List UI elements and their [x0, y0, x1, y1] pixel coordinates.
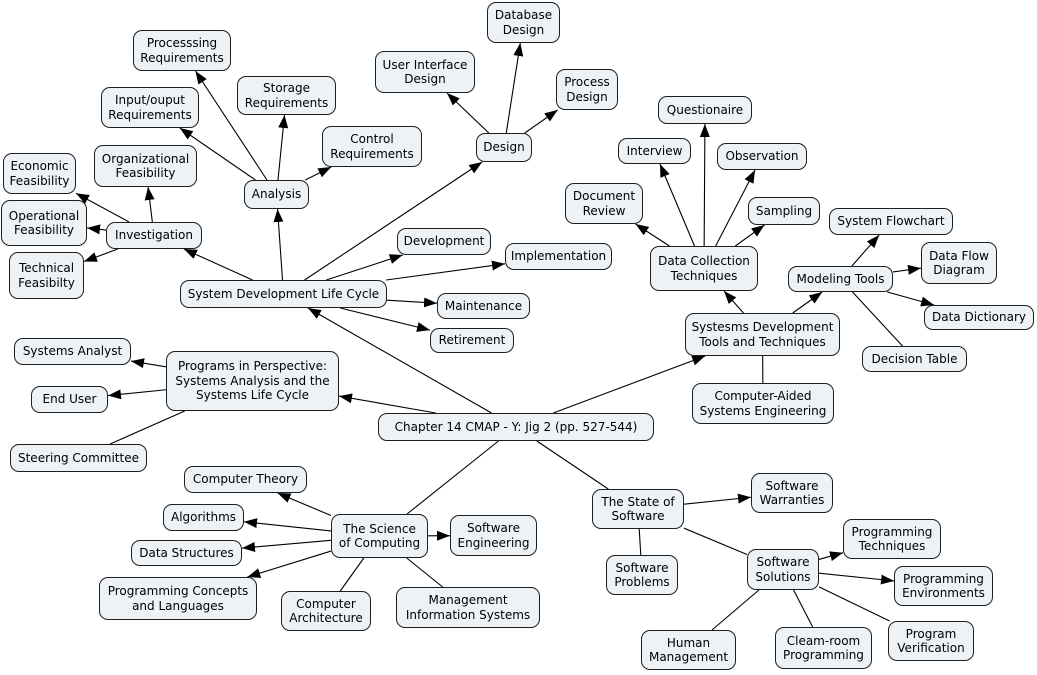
edge-programs-perspective-to-systems-analyst: [131, 361, 166, 367]
edge-sdlc-to-design: [305, 162, 483, 280]
edge-modeling-tools-to-data-dictionary: [887, 292, 934, 305]
node-software-problems[interactable]: Software Problems: [606, 555, 678, 595]
edge-sdtt-to-modeling-tools: [793, 292, 823, 313]
edge-software-solutions-to-human-management: [712, 590, 759, 630]
edge-sdtt-to-data-collection-techniques: [724, 291, 744, 313]
node-data-flow-diagram[interactable]: Data Flow Diagram: [921, 242, 997, 284]
edge-chapter-to-programs-perspective: [339, 396, 436, 413]
node-management-information-systems[interactable]: Management Information Systems: [396, 587, 540, 628]
node-database-design[interactable]: Database Design: [487, 2, 560, 43]
edge-investigation-to-organizational-feasibility: [148, 187, 152, 222]
node-maintenance[interactable]: Maintenance: [437, 293, 530, 319]
node-process-design[interactable]: Process Design: [556, 69, 618, 110]
node-user-interface-design[interactable]: User Interface Design: [375, 51, 475, 93]
edge-sdlc-to-analysis: [278, 209, 283, 280]
edge-modeling-tools-to-system-flowchart: [852, 235, 879, 266]
node-development[interactable]: Development: [397, 228, 491, 255]
edge-sdlc-to-maintenance: [387, 300, 437, 303]
node-investigation[interactable]: Investigation: [106, 222, 202, 249]
edge-state-of-software-to-software-problems: [639, 529, 641, 555]
node-implementation[interactable]: Implementation: [505, 243, 612, 270]
node-modeling-tools[interactable]: Modeling Tools: [788, 266, 893, 292]
node-retirement[interactable]: Retirement: [430, 328, 514, 353]
node-organizational-feasibility[interactable]: Organizational Feasibility: [94, 145, 197, 187]
edge-modeling-tools-to-data-flow-diagram: [893, 268, 921, 272]
edge-design-to-database-design: [506, 43, 520, 133]
edge-sdlc-to-investigation: [184, 249, 253, 280]
node-the-state-of-software[interactable]: The State of Software: [592, 489, 684, 529]
edge-science-of-computing-to-programming-concepts: [247, 551, 331, 577]
node-steering-committee[interactable]: Steering Committee: [10, 444, 147, 472]
node-system-development-life-cycle[interactable]: System Development Life Cycle: [180, 280, 387, 308]
node-interview[interactable]: Interview: [618, 138, 691, 164]
edge-programs-perspective-to-steering-committee: [110, 411, 185, 444]
node-data-collection-techniques[interactable]: Data Collection Techniques: [650, 246, 758, 291]
edge-science-of-computing-to-computer-theory: [278, 493, 331, 516]
node-data-structures[interactable]: Data Structures: [131, 540, 242, 566]
node-end-user[interactable]: End User: [31, 386, 108, 413]
node-economic-feasibility[interactable]: Economic Feasibility: [3, 153, 76, 194]
edge-software-solutions-to-programming-environments: [819, 573, 894, 581]
node-software-solutions[interactable]: Software Solutions: [747, 549, 819, 590]
edge-science-of-computing-to-algorithms: [244, 522, 331, 531]
edge-software-solutions-to-programming-techniques: [819, 553, 843, 560]
edge-science-of-computing-to-data-structures: [242, 540, 331, 548]
node-processing-requirements[interactable]: Processsing Requirements: [133, 30, 231, 71]
node-programming-concepts-and-languages[interactable]: Programming Concepts and Languages: [99, 577, 257, 620]
edge-chapter-to-state-of-software: [537, 441, 608, 489]
node-operational-feasibility[interactable]: Operational Feasibility: [1, 200, 87, 246]
edge-data-collection-techniques-to-sampling: [735, 225, 764, 246]
edge-chapter-to-science-of-computing: [407, 441, 498, 514]
node-design[interactable]: Design: [476, 133, 532, 162]
node-control-requirements[interactable]: Control Requirements: [322, 126, 422, 167]
node-decision-table[interactable]: Decision Table: [862, 346, 967, 372]
node-sampling[interactable]: Sampling: [748, 197, 820, 225]
node-questionaire[interactable]: Questionaire: [658, 96, 752, 124]
edge-data-collection-techniques-to-document-review: [636, 224, 670, 246]
node-system-flowchart[interactable]: System Flowchart: [829, 208, 953, 235]
edge-software-solutions-to-cleanroom: [794, 590, 813, 627]
edge-sdlc-to-retirement: [340, 308, 430, 330]
edge-sdlc-to-development: [326, 255, 402, 280]
edge-data-collection-techniques-to-questionaire: [704, 124, 705, 246]
node-computer-theory[interactable]: Computer Theory: [184, 466, 307, 493]
node-human-management[interactable]: Human Management: [641, 630, 736, 670]
edge-investigation-to-operational-feasibility: [87, 228, 106, 230]
edge-sdlc-to-implementation: [386, 264, 505, 280]
node-clean-room-programming[interactable]: Cleam-room Programming: [775, 627, 872, 669]
node-computer-aided-systems-engineering[interactable]: Computer-Aided Systems Engineering: [692, 383, 834, 424]
edge-science-of-computing-to-computer-architecture: [340, 558, 364, 591]
node-chapter-root[interactable]: Chapter 14 CMAP - Y: Jig 2 (pp. 527-544): [378, 413, 654, 441]
edge-modeling-tools-to-decision-table: [853, 292, 903, 346]
node-programs-in-perspective[interactable]: Programs in Perspective: Systems Analysis and the Systems Life Cycle: [166, 351, 339, 411]
edge-design-to-user-interface-design: [447, 93, 489, 133]
node-software-engineering[interactable]: Software Engineering: [450, 515, 537, 556]
node-storage-requirements[interactable]: Storage Requirements: [237, 76, 336, 115]
edge-investigation-to-technical-feasibility: [84, 249, 118, 262]
edge-analysis-to-control-requirements: [305, 167, 331, 180]
edge-state-of-software-to-software-solutions: [684, 528, 747, 554]
edge-software-solutions-to-program-verification: [819, 587, 890, 621]
node-technical-feasibility[interactable]: Technical Feasibilty: [9, 252, 84, 299]
node-observation[interactable]: Observation: [717, 143, 807, 170]
edge-science-of-computing-to-mis: [407, 558, 443, 587]
edge-analysis-to-storage-requirements: [278, 115, 285, 180]
edge-state-of-software-to-software-warranties: [684, 497, 751, 504]
node-input-output-requirements[interactable]: Input/ouput Requirements: [101, 87, 199, 128]
node-the-science-of-computing[interactable]: The Science of Computing: [331, 514, 428, 558]
node-software-warranties[interactable]: Software Warranties: [751, 473, 833, 513]
node-document-review[interactable]: Document Review: [565, 183, 643, 224]
node-systems-analyst[interactable]: Systems Analyst: [14, 338, 131, 365]
edge-design-to-process-design: [525, 110, 558, 133]
node-computer-architecture[interactable]: Computer Architecture: [281, 591, 371, 631]
node-programming-techniques[interactable]: Programming Techniques: [843, 519, 941, 559]
edge-programs-perspective-to-end-user: [108, 390, 166, 396]
node-programming-environments[interactable]: Programming Environments: [894, 566, 993, 606]
node-algorithms[interactable]: Algorithms: [163, 504, 244, 531]
node-systems-development-tools-and-techniques[interactable]: Systesms Development Tools and Techniques: [685, 313, 840, 356]
node-data-dictionary[interactable]: Data Dictionary: [924, 305, 1034, 330]
edge-data-collection-techniques-to-interview: [660, 164, 695, 246]
edge-chapter-to-sdtt: [553, 356, 705, 413]
node-analysis[interactable]: Analysis: [244, 180, 309, 209]
node-program-verification[interactable]: Program Verification: [888, 621, 974, 661]
